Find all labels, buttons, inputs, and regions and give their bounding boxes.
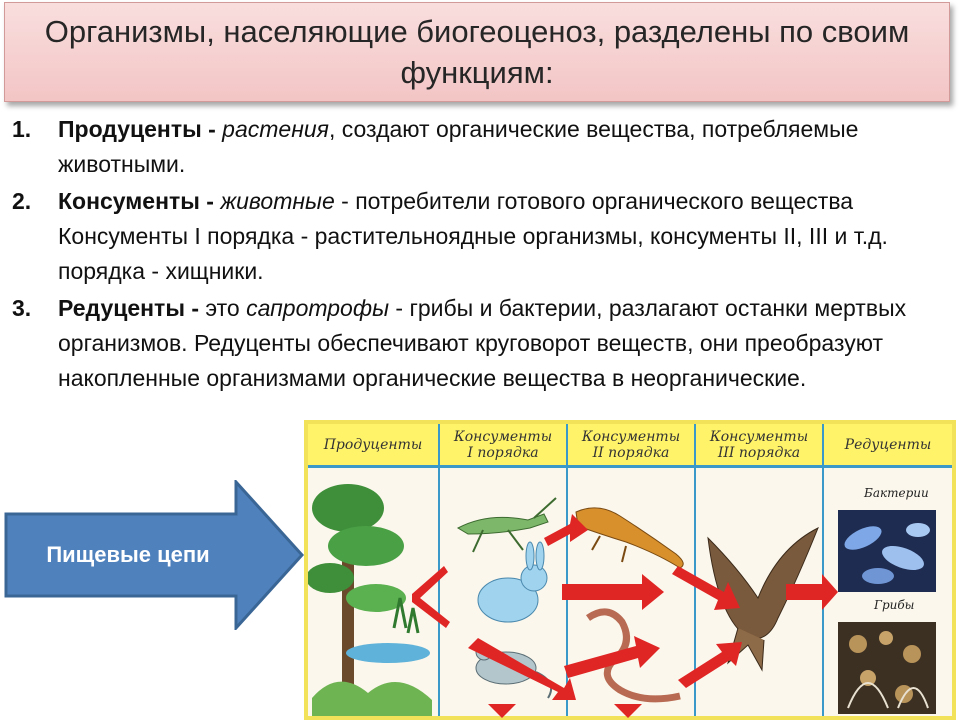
item-text: - грибы и бактерии, разлагают останки мертвых организмов. Редуценты обеспечивают круговорот веществ, они преобразуют накопленные организмами органические вещества в неорганические.: [58, 295, 907, 391]
header-consumers-2: [568, 424, 696, 468]
item-number: 3.: [12, 295, 32, 321]
header-line: I порядка: [467, 444, 539, 461]
item-body: [58, 184, 948, 289]
list-item-consumers: [12, 184, 952, 289]
item-number: 1.: [12, 116, 32, 142]
food-chain-diagram: [304, 420, 956, 720]
list-item-decomposers: [12, 291, 952, 396]
food-chains-label: Пищевые цепи: [46, 542, 210, 567]
header-line: Редуценты: [844, 436, 932, 453]
fungi-label: Грибы: [874, 598, 915, 612]
item-body: [58, 112, 948, 182]
bacteria-label: Бактерии: [864, 486, 929, 500]
header-line: Продуценты: [323, 436, 423, 453]
header-line: Консументы: [581, 428, 681, 445]
functions-list: [12, 112, 952, 398]
item-italic: животные: [220, 188, 335, 214]
header-consumers-1: [440, 424, 568, 468]
item-body: [58, 291, 948, 396]
header-producers: [308, 424, 440, 468]
item-term: Продуценты -: [58, 116, 216, 142]
rabbit-icon: [478, 542, 547, 622]
item-term: Консументы -: [58, 188, 214, 214]
header-consumers-3: [696, 424, 824, 468]
item-text: - потребители готового органического вещества Консументы I порядка - растительноядные организмы, консументы II, III и т.д. порядка - хищники.: [58, 188, 888, 284]
header-decomposers: [824, 424, 952, 468]
item-number: 2.: [12, 188, 32, 214]
bacteria-image: [838, 510, 936, 592]
header-line: II порядка: [592, 444, 670, 461]
slide-title: Организмы, населяющие биогеоценоз, разделены по своим функциям:: [44, 14, 910, 90]
header-line: Консументы: [709, 428, 809, 445]
header-line: Консументы: [453, 428, 553, 445]
item-term: Редуценты -: [58, 295, 200, 321]
item-italic: растения: [222, 116, 329, 142]
header-line: III порядка: [717, 444, 801, 461]
item-pre: это: [199, 295, 247, 321]
item-text: , создают органические вещества, потребляемые животными.: [58, 116, 859, 177]
list-item-producers: [12, 112, 952, 182]
fungi-image: [838, 622, 936, 714]
diagram-illustrations: [308, 468, 952, 720]
title-box: [4, 2, 950, 102]
lizard-icon: [576, 508, 683, 568]
item-italic: сапротрофы: [246, 295, 389, 321]
